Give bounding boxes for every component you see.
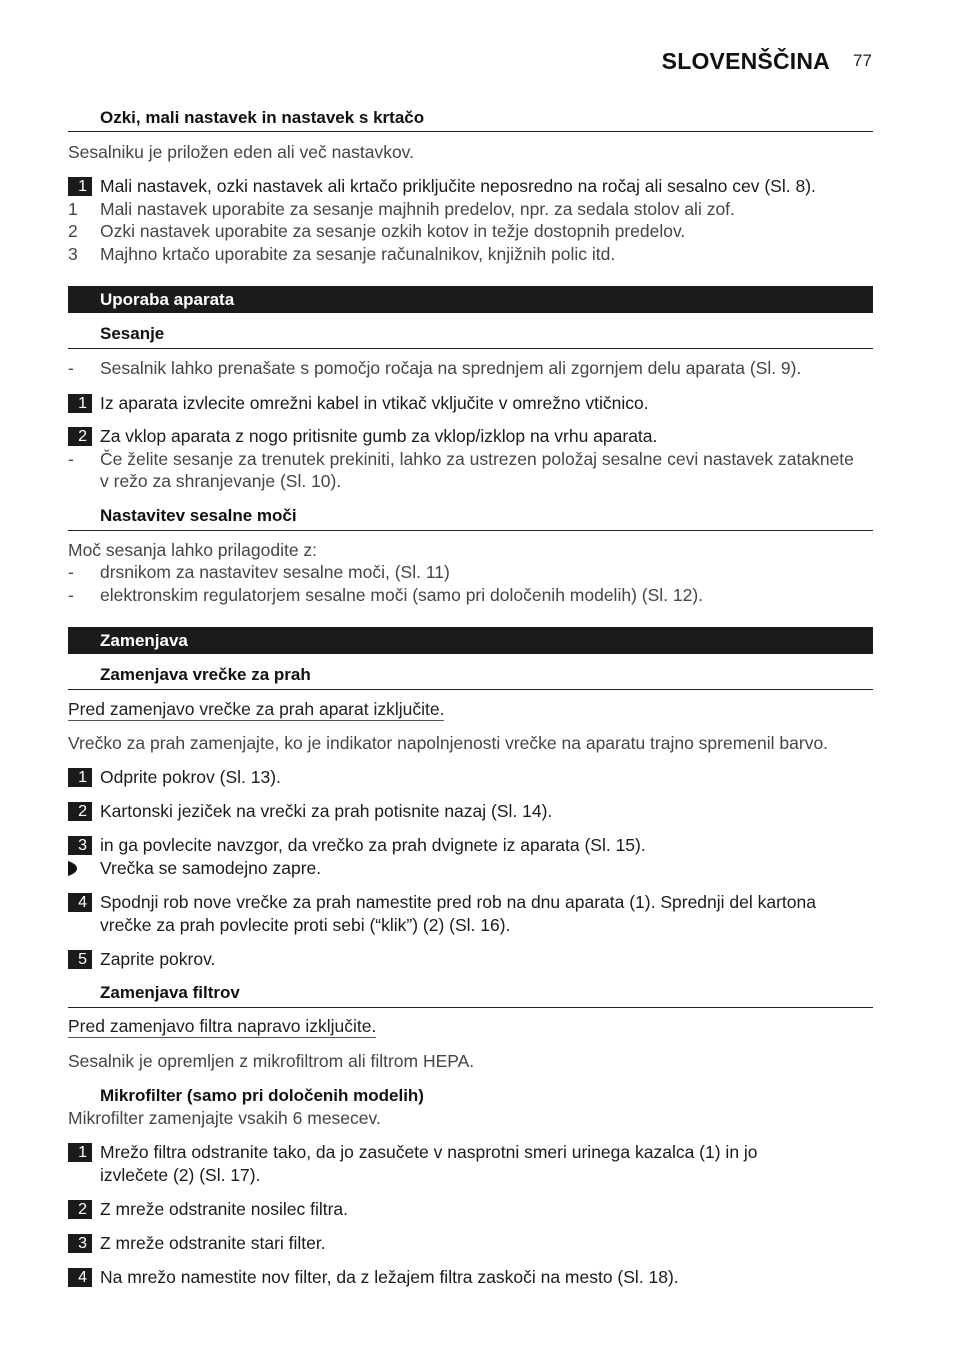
step-number-badge: 1	[68, 768, 92, 787]
step-text: vrečke za prah povlecite proti sebi (“klik”) (2) (Sl. 16).	[100, 915, 511, 935]
list-item-number: 1	[68, 199, 78, 219]
step-number-badge: 3	[68, 836, 92, 855]
pause-tip-line: v režo za shranjevanje (Sl. 10).	[100, 471, 342, 491]
dust-bag-heading: Zamenjava vrečke za prah	[100, 665, 311, 684]
suction-power-heading: Nastavitev sesalne moči	[100, 506, 297, 525]
caution-note: Pred zamenjavo vrečke za prah aparat izključite.	[68, 699, 445, 719]
step-text: Odprite pokrov (Sl. 13).	[100, 767, 281, 787]
caution-note: Pred zamenjavo filtra napravo izključite.	[68, 1016, 377, 1036]
vacuuming-heading: Sesanje	[100, 324, 165, 343]
list-item-number: 2	[68, 221, 78, 241]
dash-bullet: -	[68, 449, 74, 469]
page-number: 77	[853, 51, 872, 70]
microfilter-heading: Mikrofilter (samo pri določenih modelih)	[100, 1086, 424, 1105]
heading-rule	[68, 348, 873, 349]
step-text: Za vklop aparata z nogo pritisnite gumb za vklop/izklop na vrhu aparata.	[100, 426, 658, 446]
list-item-text: Majhno krtačo uporabite za sesanje računalnikov, knjižnih polic itd.	[100, 244, 616, 264]
section-bar-title: Zamenjava	[100, 631, 188, 650]
section-bar-replacement	[68, 627, 873, 654]
step-text: Zaprite pokrov.	[100, 949, 216, 969]
heading-rule	[68, 530, 873, 531]
suction-option-text: drsnikom za nastavitev sesalne moči, (Sl. 11)	[100, 562, 450, 582]
step-text: Kartonski jeziček na vrečki za prah potisnite nazaj (Sl. 14).	[100, 801, 553, 821]
carry-note-text: Sesalnik lahko prenašate s pomočjo ročaja na sprednjem ali zgornjem delu aparata (Sl. 9).	[100, 358, 802, 378]
list-item-text: Mali nastavek uporabite za sesanje majhnih predelov, npr. za sedala stolov ali zof.	[100, 199, 735, 219]
dash-bullet: -	[68, 562, 74, 582]
list-item-text: Ozki nastavek uporabite za sesanje ozkih kotov in težje dostopnih predelov.	[100, 221, 686, 241]
heading-rule	[68, 689, 873, 690]
attachments-heading: Ozki, mali nastavek in nastavek s krtačo	[100, 108, 425, 127]
step-text: Z mreže odstranite stari filter.	[100, 1233, 326, 1253]
section-bar-title: Uporaba aparata	[100, 290, 235, 309]
pause-tip-line: Če želite sesanje za trenutek prekiniti, lahko za ustrezen položaj sesalne cevi nastavek zataknete	[100, 449, 854, 469]
heading-rule	[68, 1007, 873, 1008]
step-number-badge: 1	[68, 394, 92, 413]
step-number-badge: 5	[68, 950, 92, 969]
page-language-title: SLOVENŠČINA	[661, 48, 830, 74]
step-number-badge: 1	[68, 1143, 92, 1162]
step-number-badge: 2	[68, 427, 92, 446]
step-number-badge: 4	[68, 893, 92, 912]
step-number-badge: 3	[68, 1234, 92, 1253]
suction-option-text: elektronskim regulatorjem sesalne moči (samo pri določenih modelih) (Sl. 12).	[100, 585, 704, 605]
filters-heading: Zamenjava filtrov	[100, 983, 240, 1002]
microfilter-interval: Mikrofilter zamenjajte vsakih 6 mesecev.	[68, 1108, 381, 1128]
step-text: Iz aparata izvlecite omrežni kabel in vtikač vključite v omrežno vtičnico.	[100, 393, 649, 413]
step-number-badge: 1	[68, 177, 92, 196]
filters-intro: Sesalnik je opremljen z mikrofiltrom ali filtrom HEPA.	[68, 1051, 475, 1071]
step-number-badge: 2	[68, 1200, 92, 1219]
step-text: Mali nastavek, ozki nastavek ali krtačo priključite neposredno na ročaj ali sesalno cev (Sl. 8).	[100, 176, 816, 196]
step-text: izvlečete (2) (Sl. 17).	[100, 1165, 261, 1185]
step-text: Mrežo filtra odstranite tako, da jo zasučete v nasprotni smeri urinega kazalca (1) in jo	[100, 1142, 758, 1162]
suction-power-intro: Moč sesanja lahko prilagodite z:	[68, 540, 318, 560]
result-arrow-icon	[68, 861, 77, 876]
list-item-number: 3	[68, 244, 78, 264]
step-text: Na mrežo namestite nov filter, da z ležajem filtra zaskoči na mesto (Sl. 18).	[100, 1267, 679, 1287]
step-number-badge: 2	[68, 802, 92, 821]
section-bar-usage	[68, 286, 873, 313]
dash-bullet: -	[68, 585, 74, 605]
step-text: Z mreže odstranite nosilec filtra.	[100, 1199, 349, 1219]
step-text: in ga povlecite navzgor, da vrečko za prah dvignete iz aparata (Sl. 15).	[100, 835, 646, 855]
step-number-badge: 4	[68, 1268, 92, 1287]
heading-rule	[68, 131, 873, 132]
dash-bullet: -	[68, 358, 74, 378]
step-text: Spodnji rob nove vrečke za prah namestite pred rob na dnu aparata (1). Sprednji del kartona	[100, 892, 816, 912]
attachments-intro: Sesalniku je priložen eden ali več nastavkov.	[68, 142, 414, 162]
result-text: Vrečka se samodejno zapre.	[100, 858, 322, 878]
dust-bag-intro: Vrečko za prah zamenjajte, ko je indikator napolnjenosti vrečke na aparatu trajno spremenil barvo.	[68, 733, 829, 753]
